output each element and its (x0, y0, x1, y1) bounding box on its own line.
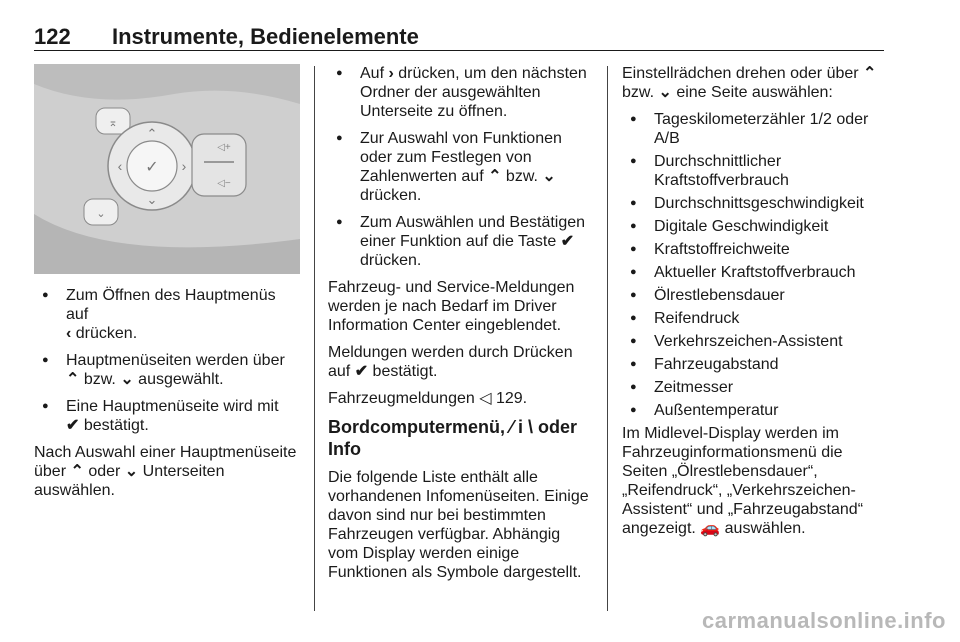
col2-bullet-2-b: bzw. (501, 168, 543, 185)
chevron-down-icon: ⌄ (120, 371, 134, 388)
col3-intro-b: bzw. (622, 84, 659, 101)
svg-text:⌄: ⌄ (146, 192, 158, 207)
col2-para3-a: Fahrzeugmeldungen (328, 390, 480, 407)
page-title: Instrumente, Bedienelemente (112, 24, 419, 49)
col1-bullet-2-text: Hauptmenüseiten werden über (66, 352, 285, 369)
column-divider-1 (314, 66, 315, 611)
col3-outro-a: Im Midlevel-Display werden im Fahrzeuginformationsmenü die Seiten „Ölrestlebensdauer“, „Reifendruck“, „Verkehrszeichen-Assistent“ und „Fahrzeugabstand“ angezeigt. (622, 425, 864, 537)
col2-para2-a: Meldungen werden durch Drücken auf (328, 344, 573, 380)
col2-bullet-1-b: drücken, um den nächsten Ordner der ausgewählten Unterseite zu öffnen. (360, 65, 587, 120)
col2-para3-b: 129. (491, 390, 528, 407)
svg-text:⌃: ⌃ (146, 126, 158, 141)
col1-bullet-list (34, 286, 300, 435)
section-heading-b: oder Info (328, 417, 578, 459)
col3-intro-a: Einstellrädchen drehen oder über (622, 65, 864, 82)
column-1 (34, 64, 300, 508)
list-item: ● Digitale Geschwindigkeit (622, 217, 888, 236)
svg-text:⌄: ⌄ (96, 208, 106, 220)
steering-wheel-controls-figure (34, 64, 300, 274)
list-item: ● Ölrestlebensdauer (622, 286, 888, 305)
col2-bullet-3-a: Zum Auswählen und Bestätigen einer Funktion auf die Taste (360, 214, 586, 250)
col3-intro-c: eine Seite auswählen: (671, 84, 833, 101)
col1-bullet-2-mid: bzw. (79, 371, 121, 388)
column-divider-2 (607, 66, 608, 611)
col1-bullet-3-after: bestätigt. (79, 417, 149, 434)
col1-para-c: Unterseiten auswählen. (34, 463, 225, 499)
col2-paragraph-3 (328, 389, 594, 408)
list-item: ● Fahrzeugabstand (622, 355, 888, 374)
col3-outro-b: auswählen. (720, 520, 806, 537)
col1-bullet-1-text: Zum Öffnen des Hauptmenüs auf (66, 287, 276, 323)
col3-intro (622, 64, 888, 102)
list-item (328, 64, 594, 121)
checkmark-icon: ✔ (560, 233, 575, 250)
steering-wheel-controls-illustration (34, 64, 300, 274)
page-number: 122 (34, 24, 71, 49)
col1-para-a: Nach Auswahl einer Hauptmenüseite über (34, 444, 297, 480)
chevron-up-icon: ⌃ (70, 463, 84, 480)
list-item (34, 351, 300, 389)
list-item: ● Tageskilometerzähler 1/2 oder A/B (622, 110, 888, 148)
col1-bullet-3-text: Eine Hauptmenüseite wird mit (66, 398, 279, 415)
chevron-down-icon: ⌄ (124, 463, 139, 480)
list-item: ● Zeitmesser (622, 378, 888, 397)
col1-paragraph (34, 443, 300, 500)
chevron-down-icon: ⌄ (542, 168, 556, 185)
list-item (34, 286, 300, 343)
col2-para2-b: bestätigt. (368, 363, 438, 380)
col2-paragraph-4: Die folgende Liste enthält alle vorhandenen Infomenüseiten. Einige davon sind nur bei bestimmten Fahrzeugen verfügbar. Abhängig vom Display werden einige Funktionen als Symbole dargestellt. (328, 469, 589, 581)
col2-bullet-2-c: drücken. (360, 187, 422, 204)
svg-text:◁−: ◁− (217, 178, 231, 189)
col1-bullet-1-after: drücken. (71, 325, 138, 342)
list-item: ● Durchschnittlicher Kraftstoffverbrauch (622, 152, 888, 190)
col2-bullet-list (328, 64, 594, 270)
list-item (34, 397, 300, 435)
page-reference-icon: ◁ (479, 390, 492, 407)
list-item: ● Außentemperatur (622, 401, 888, 420)
list-item: ● Kraftstoffreichweite (622, 240, 888, 259)
chevron-right-icon: › (388, 65, 394, 82)
chevron-down-icon: ⌄ (658, 84, 672, 101)
list-item: ● Reifendruck (622, 309, 888, 328)
page-header (34, 16, 884, 51)
watermark: carmanualsonline.info (702, 608, 946, 633)
list-item: ● Aktueller Kraftstoffverbrauch (622, 263, 888, 282)
svg-text:◁+: ◁+ (217, 142, 231, 153)
col2-bullet-2-a: Zur Auswahl von Funktionen oder zum Festlegen von Zahlenwerten auf (360, 130, 562, 185)
trip-computer-icon: ⁄ i \ (510, 417, 534, 437)
list-item (328, 129, 594, 205)
col2-bullet-1-a: Auf (360, 65, 389, 82)
col2-paragraph-1: Fahrzeug- und Service-Meldungen werden je nach Bedarf im Driver Information Center eingeblendet. (328, 279, 575, 334)
col1-bullet-2-after: ausgewählt. (133, 371, 224, 388)
col3-outro (622, 424, 888, 538)
section-heading (328, 416, 594, 460)
section-heading-a: Bordcomputermenü, (328, 417, 511, 437)
svg-text:‹: ‹ (117, 158, 123, 174)
checkmark-icon: ✔ (354, 363, 369, 380)
chevron-up-icon: ⌃ (66, 371, 80, 388)
checkmark-icon: ✔ (66, 417, 80, 434)
list-item: ● Verkehrszeichen-Assistent (622, 332, 888, 351)
chevron-up-icon: ⌃ (863, 65, 877, 82)
svg-text:⌅: ⌅ (108, 117, 118, 129)
svg-text:›: › (181, 158, 187, 174)
col1-para-b: oder (83, 463, 125, 480)
car-icon: 🚗 (700, 520, 721, 537)
chevron-left-icon: ‹ (66, 325, 72, 342)
column-3 (622, 64, 888, 546)
info-pages-list (622, 110, 888, 420)
col2-bullet-3-b: drücken. (360, 252, 422, 269)
svg-text:✓: ✓ (145, 159, 159, 176)
col2-paragraph-2 (328, 343, 594, 381)
list-item: ● Durchschnittsgeschwindigkeit (622, 194, 888, 213)
chevron-up-icon: ⌃ (488, 168, 502, 185)
list-item (328, 213, 594, 270)
column-2 (328, 64, 594, 590)
